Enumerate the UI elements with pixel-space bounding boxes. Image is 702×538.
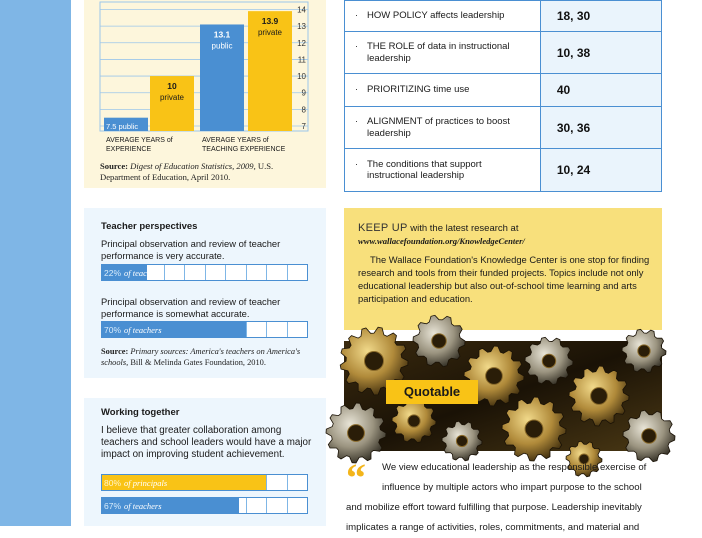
perspectives-source xyxy=(101,347,316,368)
chart-data-label: private xyxy=(257,28,283,38)
teacher-perspectives-title: Teacher perspectives xyxy=(101,221,198,232)
chart-tick-label: 12 xyxy=(297,38,306,48)
keep-up-heading: KEEP UP xyxy=(358,222,408,234)
chart-tick-label: 10 xyxy=(297,72,306,82)
bar-segment-divider xyxy=(246,322,247,337)
chart-source-label: Source: xyxy=(100,161,129,171)
perspectives-bar-1 xyxy=(101,264,308,281)
quote-line-1: We view educational leadership as the responsible exercise of xyxy=(382,462,647,473)
quote-text xyxy=(346,455,662,538)
chart-data-label: 13.9 xyxy=(261,16,279,27)
working-together-title: Working together xyxy=(101,407,180,418)
chart-source xyxy=(100,161,315,183)
quotable-badge: Quotable xyxy=(386,380,478,404)
bar-segment-divider xyxy=(266,475,267,490)
chart-data-label: private xyxy=(159,93,185,103)
perspectives-bar-2-who: of teachers xyxy=(124,325,162,335)
working-bar-2-pct: 67% xyxy=(104,501,122,511)
topic-text: ALIGNMENT of practices to boost leadership xyxy=(367,116,510,139)
perspectives-bar-1-who: of teachers xyxy=(124,268,162,278)
topic-text: PRIORITIZING time use xyxy=(367,84,470,96)
table-row xyxy=(345,32,662,74)
chart-category-label: AVERAGE YEARS of xyxy=(202,137,269,144)
chart-source-title: Digest of Education Statistics, 2009, xyxy=(130,161,256,171)
quote-line-2: influence by multiple actors who impart purpose to the school xyxy=(382,482,642,493)
bar-segment-divider xyxy=(287,265,288,280)
gear-hub xyxy=(348,425,365,442)
perspectives-bar-1-pct: 22% xyxy=(104,268,122,278)
topic-text: HOW POLICY affects leadership xyxy=(367,10,505,22)
working-bar-1-pct: 80% xyxy=(104,478,122,488)
working-question: I believe that greater collaboration among teachers and school leaders would have a major impact on improving student achievement. xyxy=(101,425,312,460)
chart-category-label: AVERAGE YEARS of xyxy=(106,137,173,144)
perspectives-bar-2 xyxy=(101,321,308,338)
keep-up-subheading: with the latest research at xyxy=(410,223,519,234)
table-row xyxy=(345,1,662,32)
chart-source-rest: U.S. Department of Education, April 2010. xyxy=(100,161,274,182)
topic-text: The conditions that support instructional leadership xyxy=(367,158,482,181)
gear-hub xyxy=(486,368,503,385)
bar-segment-divider xyxy=(246,265,247,280)
chart-data-label: 13.1 xyxy=(213,29,231,40)
table-row xyxy=(345,74,662,107)
perspectives-question-1: Principal observation and review of teacher performance is very accurate. xyxy=(101,238,281,261)
bullet: · xyxy=(355,10,358,21)
topics-table xyxy=(344,0,662,192)
quote-line-4: implicates a range of activities, roles, commitments, and material and xyxy=(346,522,640,533)
bar-segment-divider xyxy=(287,322,288,337)
chart-tick-label: 11 xyxy=(297,55,306,65)
gear-hub xyxy=(364,351,383,370)
topic-pages: 10, 38 xyxy=(540,32,661,74)
chart-bar-public xyxy=(200,24,244,131)
topic-text: THE ROLE of data in instructional leadership xyxy=(367,41,510,64)
working-bar-1 xyxy=(101,474,308,491)
gear-hub xyxy=(638,345,650,357)
perspectives-source-label: Source: xyxy=(101,347,129,356)
bar-segment-divider xyxy=(266,498,267,513)
left-color-strip xyxy=(0,0,71,526)
bar-segment-divider xyxy=(287,498,288,513)
gear-hub xyxy=(642,429,657,444)
bar-segment-divider xyxy=(164,265,165,280)
topic-pages: 40 xyxy=(540,74,661,107)
gear-hub xyxy=(432,334,447,349)
chart-tick-label: 9 xyxy=(301,88,306,98)
gear-hub xyxy=(408,415,420,427)
topic-pages: 18, 30 xyxy=(540,1,661,32)
chart-tick-label: 13 xyxy=(297,22,306,32)
experience-chart-svg xyxy=(100,0,310,156)
gear-hub xyxy=(542,354,555,367)
working-bar-2-who: of teachers xyxy=(124,501,162,511)
working-bar-1-who: of principals xyxy=(124,478,168,488)
chart-category-label: EXPERIENCE xyxy=(106,146,152,153)
chart-tick-label: 8 xyxy=(301,105,306,115)
bar-segment-divider xyxy=(184,265,185,280)
topic-pages: 10, 24 xyxy=(540,149,661,192)
bullet: · xyxy=(355,158,358,169)
experience-chart xyxy=(100,0,310,156)
chart-tick-label: 14 xyxy=(297,5,306,15)
bar-segment-divider xyxy=(266,265,267,280)
bullet: · xyxy=(355,41,358,51)
knowledge-center-link[interactable]: www.wallacefoundation.org/KnowledgeCenter/ xyxy=(358,236,525,246)
bar-segment-divider xyxy=(246,498,247,513)
chart-data-label: 10 xyxy=(167,81,177,92)
topic-pages: 30, 36 xyxy=(540,107,661,149)
chart-data-label: 7.5 public xyxy=(106,122,139,131)
quote-line-3: and mobilize effort toward fulfilling that purpose. Leadership inevitably xyxy=(346,502,642,513)
perspectives-bar-2-pct: 70% xyxy=(104,325,122,335)
perspectives-source-rest: Bill & Melinda Gates Foundation, 2010. xyxy=(130,357,266,367)
chart-data-label: public xyxy=(211,41,233,51)
perspectives-source-title: Primary sources: America's teachers on America's schools, xyxy=(101,347,301,367)
keep-up-box xyxy=(344,208,662,330)
quote-mark-icon: “ xyxy=(346,455,366,500)
working-bar-2 xyxy=(101,497,308,514)
perspectives-question-2: Principal observation and review of teacher performance is somewhat accurate. xyxy=(101,296,281,319)
gear-hub xyxy=(591,388,608,405)
bar-segment-divider xyxy=(205,265,206,280)
keep-up-body: The Wallace Foundation's Knowledge Center is one stop for finding research and tools from their funded projects. Topics include not only educational leadership but also out-of-school time learning and arts participation and education. xyxy=(358,254,650,304)
bar-segment-divider xyxy=(287,475,288,490)
gear-hub xyxy=(456,435,467,446)
gear-hub xyxy=(525,420,543,438)
table-row xyxy=(345,149,662,192)
chart-category-label: TEACHING EXPERIENCE xyxy=(202,146,286,153)
table-row xyxy=(345,107,662,149)
bullet: · xyxy=(355,84,358,95)
bar-segment-divider xyxy=(225,265,226,280)
bullet: · xyxy=(355,116,358,126)
chart-tick-label: 7 xyxy=(301,122,306,132)
bar-segment-divider xyxy=(266,322,267,337)
